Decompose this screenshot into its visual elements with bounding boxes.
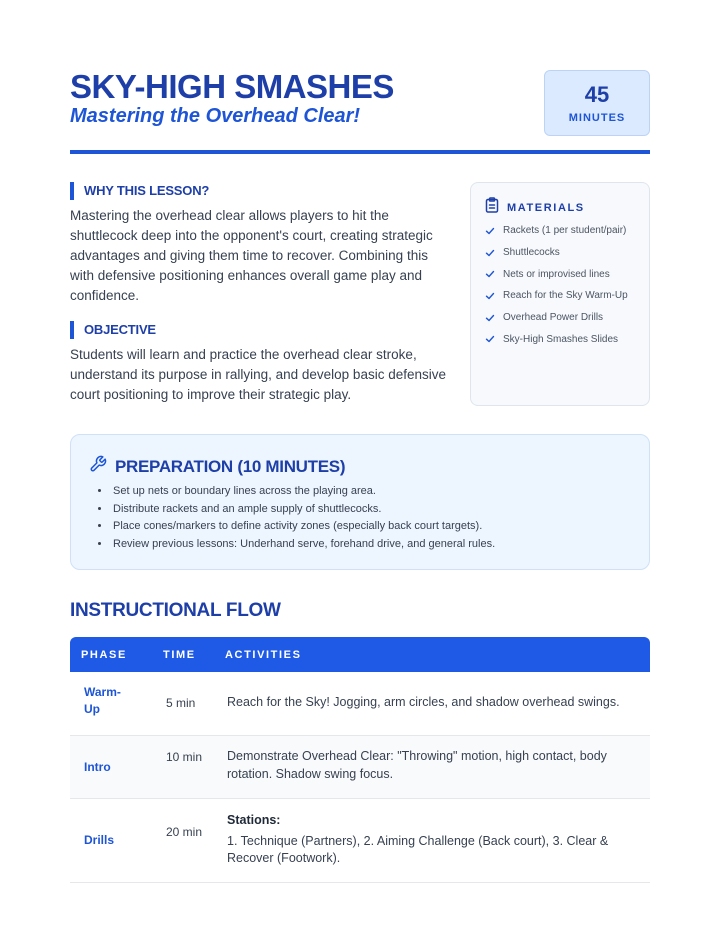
preparation-item: • Set up nets or boundary lines across the playing area. [111,483,495,501]
preparation-item: • Place cones/markers to define activity zones (especially back court targets). [111,518,495,536]
table-row [70,672,650,736]
column-header-time: TIME [163,649,196,661]
clipboard-icon [485,197,499,218]
duration-value: 45 [584,82,610,107]
preparation-item: • Distribute rackets and an ample supply of shuttlecocks. [111,501,495,519]
row-time: 20 min [166,825,203,839]
materials-item: Sky-High Smashes Slides [485,328,628,350]
page-title: SKY-HIGH SMASHES [70,68,394,105]
row-time: 5 min [166,696,196,710]
table-row [70,736,650,799]
duration-badge [544,70,650,136]
preparation-title: PREPARATION (10 MINUTES) [115,456,346,476]
materials-item: Overhead Power Drills [485,307,628,329]
column-header-phase: PHASE [81,649,127,661]
check-icon [485,269,495,279]
materials-title: MATERIALS [507,201,585,214]
materials-card [470,182,650,406]
preparation-list [111,483,495,554]
row-activity [227,812,612,868]
flow-title: INSTRUCTIONAL FLOW [70,600,281,621]
check-icon [485,226,495,236]
table-header [70,637,650,672]
row-activity: Demonstrate Overhead Clear: "Throwing" motion, high contact, body rotation. Shadow swing focus. [227,749,607,781]
row-phase: Drills [84,833,115,847]
materials-item: Reach for the Sky Warm-Up [485,285,628,307]
materials-item: Rackets (1 per student/pair) [485,220,628,242]
materials-item: Nets or improvised lines [485,263,628,285]
stations-label: Stations: [227,813,281,827]
check-icon [485,248,495,258]
stations-text: 1. Technique (Partners), 2. Aiming Challenge (Back court), 3. Clear & Recover (Footwork). [227,833,609,865]
why-label: WHY THIS LESSON? [70,182,209,200]
table-row [70,799,650,883]
check-icon [485,334,495,344]
preparation-box [70,434,650,570]
wrench-icon [89,455,107,478]
objective-text: Students will learn and practice the overhead clear stroke, understand its purpose in rallying, and develop basic defensive court positioning to improve their strategic play. [70,347,446,402]
column-header-activities: ACTIVITIES [225,649,302,661]
materials-item: Shuttlecocks [485,242,628,264]
preparation-header [89,455,345,478]
preparation-item: • Review previous lessons: Underhand serve, forehand drive, and general rules. [111,536,495,554]
row-time: 10 min [166,750,203,764]
row-phase: Warm-Up [84,685,121,716]
row-activity: Reach for the Sky! Jogging, arm circles, and shadow overhead swings. [227,695,620,709]
page-subtitle: Mastering the Overhead Clear! [70,105,361,127]
check-icon [485,291,495,301]
why-text: Mastering the overhead clear allows players to hit the shuttlecock deep into the opponent's court, creating strategic advantages and giving them time to recover. Combining this with defensive positioning enhances overall game play and confidence. [70,208,433,303]
check-icon [485,313,495,323]
materials-header [485,197,585,218]
objective-label: OBJECTIVE [70,321,156,339]
header [70,70,650,154]
duration-unit: MINUTES [568,112,626,124]
row-phase: Intro [84,760,111,774]
materials-list [485,220,628,350]
flow-table [70,637,650,883]
